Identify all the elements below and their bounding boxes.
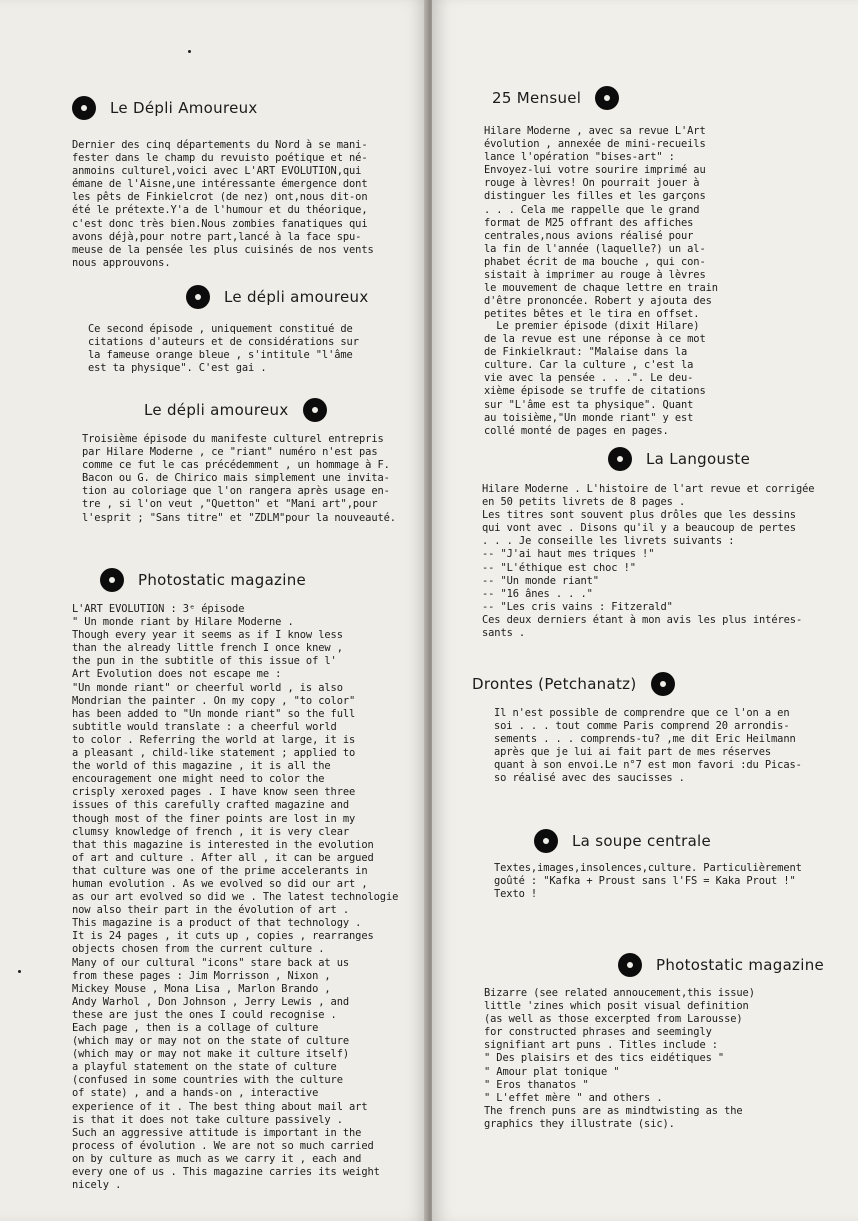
heading-le-depli-amoureux-1 [72, 96, 258, 120]
left-page [0, 0, 428, 1221]
heading-text: La soupe centrale [572, 832, 712, 850]
heading-25-mensuel [492, 86, 619, 110]
heading-la-soupe-centrale [534, 829, 711, 853]
bullet-icon [100, 568, 124, 592]
heading-text: Photostatic magazine [138, 571, 307, 589]
right-page [432, 0, 858, 1221]
page-mark-dot [188, 50, 191, 53]
bullet-icon [303, 398, 327, 422]
body-le-depli-amoureux-1: Dernier des cinq départements du Nord à se mani- fester dans le champ du revuisto poétique et né- anmoins culturel,voici avec L'ART EVOLUTION,qui émane de l'Aisne,une intéressante émergence dont les pêts de Finkielcrot (de nez) ont,nous dit-on été le prétexte.Y'a de l'humour et du théorique, c'est donc très bien.Nous zombies fanatiques qui avons déjà,pour notre part,lancé à la face spu- meuse de la pensée les plus cuisinés de nos vents nous approuvons. [72, 139, 374, 269]
bullet-icon [72, 96, 96, 120]
heading-text: Drontes (Petchanatz) [472, 675, 637, 693]
heading-text: Le Dépli Amoureux [110, 99, 258, 117]
bullet-icon [186, 285, 210, 309]
heading-text: La Langouste [646, 450, 751, 468]
body-photostatic-magazine-left: L'ART EVOLUTION : 3ᵉ épisode " Un monde riant by Hilare Moderne . Though every year it seems as if I know less than the already little french I once knew , the pun in the subtitle of this issue of l' Art Evolution does not escape me : "Un monde riant" or cheerful world , is also Mondrian the painter . On my copy , "to color" has been added to "Un monde riant" so the full subtitle would translate : a cheerful world to color . Referring the world at large, it is a pleasant , child-like statement ; applied to the world of this magazine , it is all the encouragement one might need to color the crisply xeroxed pages . I have know seen three issues of this carefully crafted magazine and though most of the finer points are lost in my clumsy knowledge of french , it is very clear that this magazine is interested in the evolution of art and culture . After all , it can be argued that culture was one of the prime accelerants in human evolution . As we evolved so did our art , as our art evolved so did we . The latest technologie now also their part in the évolution of art . This magazine is a product of that technology . It is 24 pages , it cuts up , copies , rearranges objects chosen from the current culture . Many of our cultural "icons" stare back at us from these pages : Jim Morrisson , Nixon , Mickey Mouse , Mona Lisa , Marlon Brando , Andy Warhol , Don Johnson , Jerry Lewis , and these are just the ones I could recognise . Each page , then is a collage of culture (which may or may not on the state of culture (which may or may not make it culture itself) a playful statement on the state of culture (confused in some countries with the culture of state) , and a hands-on , interactive experience of it . The best thing about mail art is that it does not take culture passively . Such an aggressive attitude is important in the process of évolution . We are not so much carried on by culture as much as we carry it , each and every one of us . This magazine carries its weight nicely . [72, 603, 399, 1192]
body-25-mensuel: Hilare Moderne , avec sa revue L'Art évolution , annexée de mini-recueils lance l'opération "bises-art" : Envoyez-lui votre sourire imprimé au rouge à lèvres! On pourrait jouer à distinguer les filles et les garçons . . . Cela me rappelle que le grand format de M25 offrant des affiches centrales,nous avions réalisé pour la fin de l'année (laquelle?) un al- phabet écrit de ma bouche , qui con- sistait à imprimer au rouge à lèvres le mouvement de chaque lettre en train d'être prononcée. Robert y ajouta des petites bêtes et le tira en offset. [484, 125, 718, 321]
body-la-langouste: Hilare Moderne . L'histoire de l'art revue et corrigée en 50 petits livrets de 8 pages . Les titres sont souvent plus drôles que les dessins qui vont avec . Disons qu'il y a beaucoup de pertes . . . Je conseille les livrets suivants : -- "J'ai haut mes triques !" -- "L'éthique est choc !" -- "Un monde riant" -- "16 ânes . . ." -- "Les cris vains : Fitzerald" Ces deux derniers étant à mon avis les plus intéres- sants . [482, 483, 815, 640]
heading-drontes [472, 672, 675, 696]
bullet-icon [608, 447, 632, 471]
heading-le-depli-amoureux-3 [144, 398, 327, 422]
heading-la-langouste [608, 447, 750, 471]
heading-le-depli-amoureux-2 [186, 285, 369, 309]
heading-text: Photostatic magazine [656, 956, 825, 974]
heading-text: Le dépli amoureux [144, 401, 289, 419]
body-25-mensuel-2: Le premier épisode (dixit Hilare) de la revue est une réponse à ce mot de Finkielkraut: "Malaise dans la culture. Car la culture , c'est la vie avec la pensée . . .". Le deu- xième épisode se truffe de citations sur "L'âme est ta physique". Quant au toisième,"Un monde riant" y est collé monté de pages en pages. [484, 320, 706, 437]
heading-photostatic-magazine-left [100, 568, 306, 592]
body-photostatic-magazine-right: Bizarre (see related annoucement,this issue) little 'zines which posit visual definition (as well as those excerpted from Larousse) for constructed phrases and seemingly signifiant art puns . Titles include : " Des plaisirs et des tics eidétiques " " Amour plat tonique " " Eros thanatos " " L'effet mère " and others . The french puns are as mindtwisting as the graphics they illustrate (sic). [484, 987, 755, 1130]
heading-photostatic-magazine-right [618, 953, 824, 977]
page-mark-dot [18, 970, 21, 973]
body-le-depli-amoureux-3: Troisième épisode du manifeste culturel entrepris par Hilare Moderne , ce "riant" numéro n'est pas comme ce fut le cas précédemment , un hommage à F. Bacon ou G. de Chirico mais simplement une invita- tion au coloriage que l'on rangera après usage en- tre , si l'on veut ,"Quetton" et "Mani art",pour l'esprit ; "Sans titre" et "ZDLM"pour la nouveauté. [82, 433, 396, 524]
bullet-icon [651, 672, 675, 696]
bullet-icon [534, 829, 558, 853]
body-drontes: Il n'est possible de comprendre que ce l'on a en soi . . . tout comme Paris comprend 20 arrondis- sements . . . comprends-tu? ,me dit Eric Heilmann après que je lui ai fait part de mes réserves quant à son envoi.Le n°7 est mon favori :du Picas- so réalisé avec des saucisses . [494, 707, 802, 785]
body-la-soupe-centrale: Textes,images,insolences,culture. Particulièrement goûté : "Kafka + Proust sans l'FS = Kaka Prout !" Texto ! [494, 862, 802, 901]
heading-text: Le dépli amoureux [224, 288, 369, 306]
bullet-icon [595, 86, 619, 110]
body-le-depli-amoureux-2: Ce second épisode , uniquement constitué de citations d'auteurs et de considérations sur la fameuse orange bleue , s'intitule "l'âme est ta physique". C'est gai . [88, 323, 359, 375]
heading-text: 25 Mensuel [492, 89, 582, 107]
bullet-icon [618, 953, 642, 977]
